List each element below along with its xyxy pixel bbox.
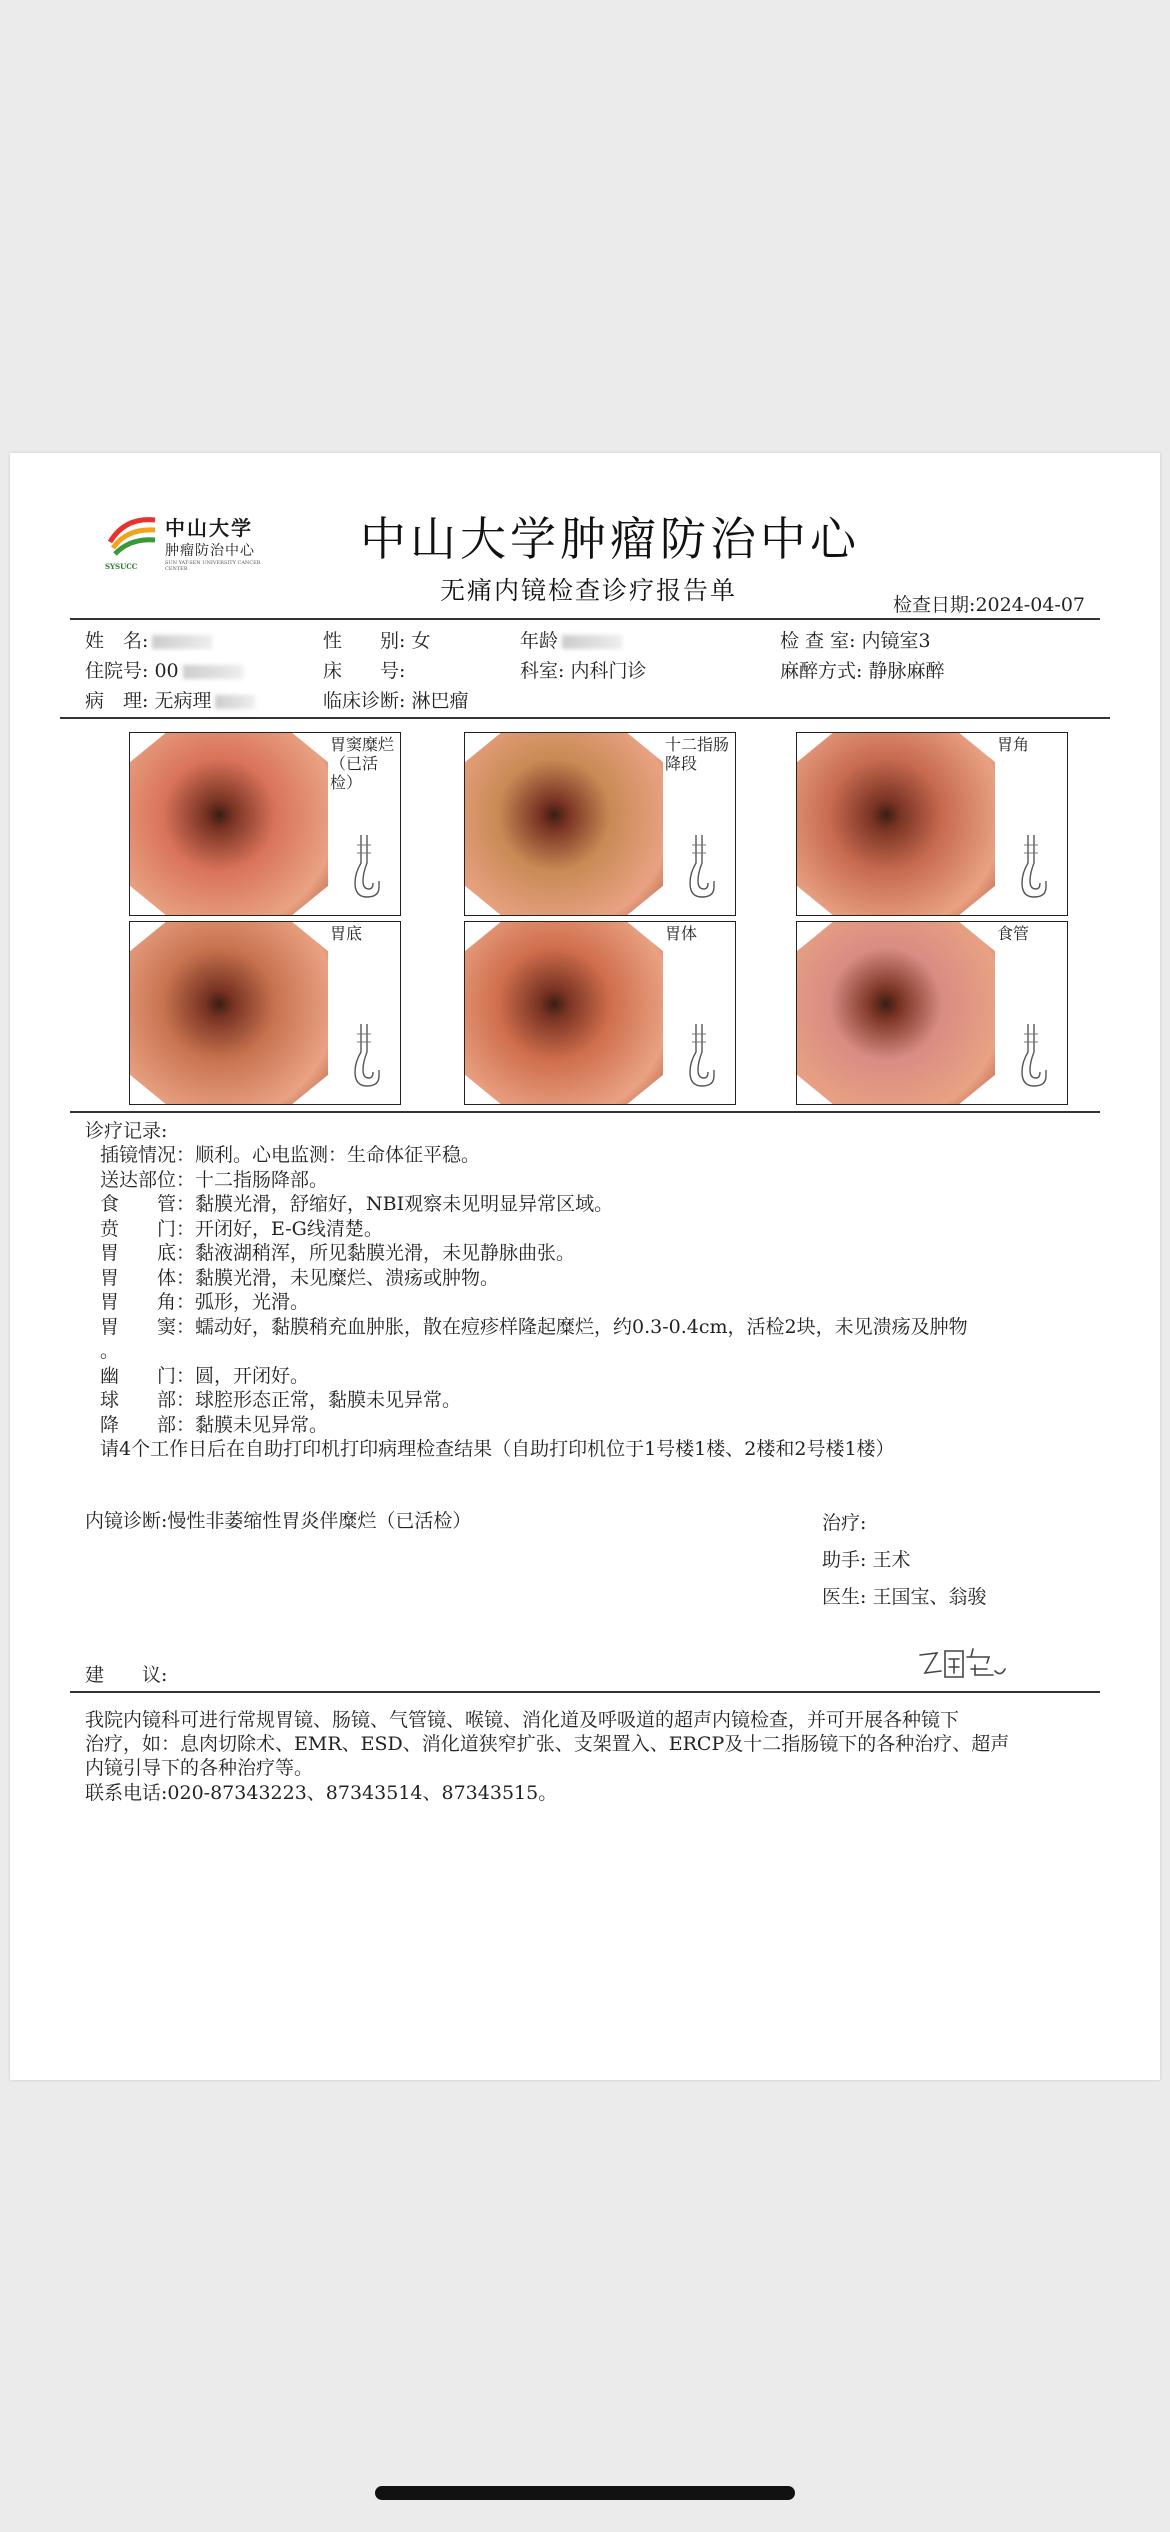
department-field: 科室: 内科门诊 [520, 660, 647, 682]
patient-name-label: 姓 名: [85, 630, 149, 652]
endoscopy-diagnosis: 内镜诊断:慢性非萎缩性胃炎伴糜烂（已活检） [85, 1510, 472, 1532]
endoscopy-image [129, 732, 401, 916]
advice-label: 建 议: [85, 1664, 168, 1686]
record-line: 送达部位：十二指肠降部。 [100, 1168, 329, 1191]
footer-text-3: 内镜引导下的各种治疗等。 [85, 1757, 314, 1779]
stomach-diagram-icon [680, 833, 720, 903]
endoscopy-image [129, 921, 401, 1105]
stomach-diagram-icon [680, 1022, 720, 1092]
treatment-field: 治疗: [822, 1512, 867, 1534]
redaction [152, 635, 212, 649]
image-label: 胃窦糜烂（已活检） [330, 735, 395, 792]
pathology-label: 病 理: 无病理 [85, 690, 212, 712]
image-label: 胃角 [997, 735, 1030, 754]
logo-name: 中山大学 [165, 516, 253, 540]
stomach-diagram-icon [345, 1022, 385, 1092]
pathology-field [85, 686, 255, 713]
endoscopy-image [796, 921, 1068, 1105]
divider [60, 717, 1110, 719]
logo-subname: 肿瘤防治中心 [165, 543, 255, 559]
report-sheet [10, 453, 1160, 2080]
age-field [520, 626, 622, 653]
record-line: 食 管：黏膜光滑，舒缩好，NBI观察未见明显异常区域。 [100, 1193, 614, 1215]
inpatient-label: 住院号: 00 [85, 660, 179, 682]
logo [105, 512, 275, 572]
endoscopy-image [464, 732, 736, 916]
endoscopy-photo [797, 922, 995, 1104]
record-lines [100, 1143, 968, 1462]
patient-name-field [85, 626, 212, 653]
record-line: 。 [100, 1340, 120, 1362]
record-line: 胃 体：黏膜光滑，未见糜烂、溃疡或肿物。 [100, 1266, 500, 1289]
exam-date: 检查日期:2024-04-07 [893, 594, 1085, 616]
record-line: 胃 角：弧形，光滑。 [100, 1291, 310, 1313]
logo-abbr: SYSUCC [105, 562, 138, 571]
record-line: 胃 窦：蠕动好，黏膜稍充血肿胀，散在痘疹样隆起糜烂，约0.3-0.4cm，活检2块，未见溃疡及肿物 [100, 1315, 968, 1338]
stomach-diagram-icon [345, 833, 385, 903]
divider [70, 1111, 1100, 1113]
record-line: 请4个工作日后在自助打印机打印病理检查结果（自助打印机位于1号楼1楼、2楼和2号楼1楼） [100, 1438, 895, 1460]
age-label: 年龄 [520, 630, 559, 652]
endoscopy-photo [130, 733, 328, 915]
record-line: 胃 底：黏液湖稍浑，所见黏膜光滑，未见静脉曲张。 [100, 1242, 576, 1264]
bed-field: 床 号: [323, 660, 406, 682]
redaction [183, 665, 243, 679]
endoscopy-image [464, 921, 736, 1105]
anesthesia-field: 麻醉方式: 静脉麻醉 [780, 660, 945, 682]
stomach-diagram-icon [1012, 1022, 1052, 1092]
gender-field: 性 别: 女 [323, 630, 431, 652]
redaction [215, 695, 255, 709]
inpatient-number-field [85, 656, 243, 683]
exam-room-field: 检 查 室: 内镜室3 [780, 630, 931, 652]
footer-text-1: 我院内镜科可进行常规胃镜、肠镜、气管镜、喉镜、消化道及呼吸道的超声内镜检查，并可开展各种镜下 [85, 1709, 960, 1731]
endoscopy-photo [130, 922, 328, 1104]
logo-mark-icon [105, 512, 160, 562]
divider [70, 618, 1100, 620]
divider [70, 1691, 1100, 1693]
stomach-diagram-icon [1012, 833, 1052, 903]
record-line: 插镜情况：顺利。心电监测：生命体征平稳。 [100, 1144, 481, 1166]
contact-phone: 联系电话:020-87343223、87343514、87343515。 [85, 1782, 558, 1804]
logo-english: SUN YAT-SEN UNIVERSITY CANCER CENTER [165, 560, 261, 572]
doctor-field: 医生: 王国宝、翁骏 [822, 1586, 987, 1608]
report-title: 无痛内镜检查诊疗报告单 [440, 576, 738, 605]
doctor-signature [915, 1643, 1025, 1683]
endoscopy-photo [465, 733, 663, 915]
record-line: 球 部：球腔形态正常，黏膜未见异常。 [100, 1389, 462, 1411]
clinical-diagnosis-field: 临床诊断: 淋巴瘤 [323, 690, 469, 712]
assistant-field: 助手: 王术 [822, 1549, 911, 1571]
image-label: 十二指肠降段 [665, 735, 730, 773]
footer-text-2: 治疗，如：息肉切除术、EMR、ESD、消化道狭窄扩张、支架置入、ERCP及十二指肠镜下的各种治疗、超声 [85, 1733, 1010, 1755]
image-label: 胃体 [665, 924, 698, 943]
record-title: 诊疗记录: [85, 1120, 168, 1142]
record-line: 降 部：黏膜未见异常。 [100, 1413, 329, 1436]
hospital-title: 中山大学肿瘤防治中心 [360, 512, 860, 566]
endoscopy-photo [797, 733, 995, 915]
endoscopy-image [796, 732, 1068, 916]
home-indicator[interactable] [375, 2486, 795, 2500]
image-label: 食管 [997, 924, 1030, 943]
endoscopy-photo [465, 922, 663, 1104]
record-line: 幽 门：圆，开闭好。 [100, 1364, 310, 1387]
record-line: 贲 门：开闭好，E-G线清楚。 [100, 1217, 383, 1240]
redaction [562, 635, 622, 649]
image-label: 胃底 [330, 924, 363, 943]
